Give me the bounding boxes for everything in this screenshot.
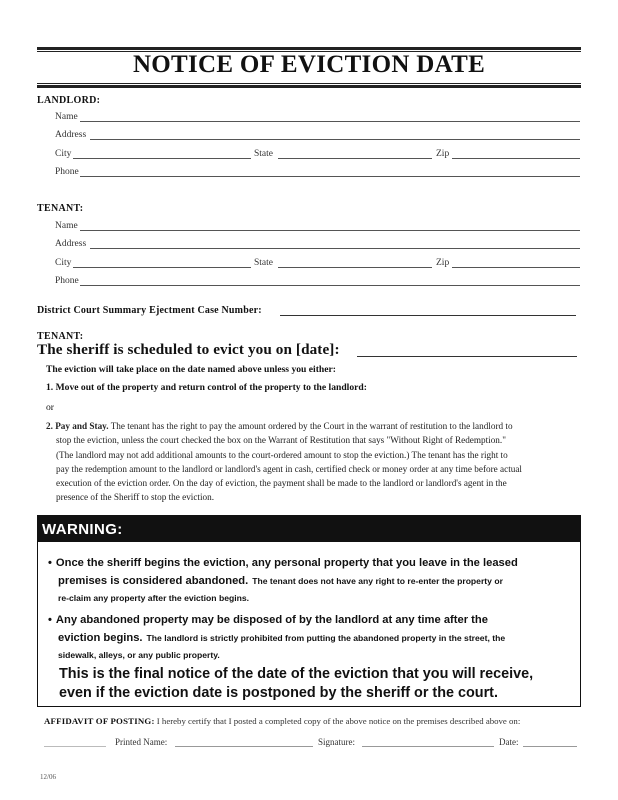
landlord-phone-field[interactable] <box>80 176 580 177</box>
tenant-notice-label: TENANT: <box>37 331 84 342</box>
pay-stay-line-4: pay the redemption amount to the landlord or landlord's agent in cash, certified check or money order at any time before actual <box>56 463 522 474</box>
landlord-state-label: State <box>254 149 273 159</box>
bullet-dot-icon: • <box>48 614 52 626</box>
signature-field[interactable] <box>362 746 494 747</box>
pay-stay-line-2: stop the eviction, unless the court checked the box on the Warrant of Restitution that says "Without Right of Redemption." <box>56 435 506 446</box>
landlord-label: LANDLORD: <box>37 95 101 106</box>
date-field[interactable] <box>523 746 577 747</box>
bullet1-bold-line2: premises is considered abandoned. <box>58 575 249 587</box>
printed-name-field[interactable] <box>175 746 313 747</box>
landlord-city-field[interactable] <box>73 158 251 159</box>
tenant-address-field[interactable] <box>90 248 580 249</box>
landlord-address-label: Address <box>55 130 87 140</box>
tenant-zip-label: Zip <box>436 258 450 268</box>
case-number-label: District Court Summary Ejectment Case Number: <box>37 305 262 316</box>
bullet2-bold-line2: eviction begins. <box>58 632 143 644</box>
pay-stay-line-6: presence of the Sheriff to stop the eviction. <box>56 492 215 503</box>
option-move-out: 1. Move out of the property and return control of the property to the landlord: <box>46 382 367 393</box>
eviction-date-headline: The sheriff is scheduled to evict you on [date]: <box>37 341 340 358</box>
tenant-city-label: City <box>55 258 72 268</box>
landlord-zip-field[interactable] <box>452 158 580 159</box>
bullet2-bold-line1: Any abandoned property may be disposed of by the landlord at any time after the <box>55 614 488 626</box>
bullet2-small-line3: sidewalk, alleys, or any public property. <box>58 650 220 660</box>
title-rule-bottom-thin <box>37 83 581 84</box>
or-text: or <box>46 402 54 413</box>
case-number-field[interactable] <box>280 315 576 316</box>
eviction-subhead: The eviction will take place on the date named above unless you either: <box>46 364 336 375</box>
bullet2-small-line2: The landlord is strictly prohibited from putting the abandoned property in the street, the <box>146 633 506 643</box>
bullet1-small-line3: re-claim any property after the eviction begins. <box>58 593 250 603</box>
signature-label: Signature: <box>318 737 355 747</box>
tenant-zip-field[interactable] <box>452 267 580 268</box>
final-notice <box>59 665 574 703</box>
form-code: 12/06 <box>40 773 56 781</box>
landlord-phone-label: Phone <box>55 167 79 177</box>
pay-stay-line-5: execution of the eviction order. On the day of eviction, the payment shall be made to the landlord or landlord's agent in the <box>56 478 507 489</box>
pay-stay-line-1: The tenant has the right to pay the amount ordered by the Court in the warrant of restitution to the landlord to <box>110 421 513 431</box>
pay-and-stay-paragraph <box>46 419 581 505</box>
eviction-date-field[interactable] <box>357 356 577 357</box>
bullet1-small-line2: The tenant does not have any right to re-enter the property or <box>252 576 503 586</box>
date-label: Date: <box>499 737 519 747</box>
affidavit-text: I hereby certify that I posted a completed copy of the above notice on the premises described above on: <box>156 716 521 726</box>
bullet-1 <box>48 553 578 606</box>
tenant-name-label: Name <box>55 221 78 231</box>
page-title: NOTICE OF EVICTION DATE <box>132 51 486 78</box>
pay-stay-line-3: (The landlord may not add additional amounts to the court-ordered amount to stop the eviction.) The tenant has the right to <box>56 449 508 460</box>
landlord-zip-label: Zip <box>436 149 450 159</box>
tenant-phone-field[interactable] <box>80 285 580 286</box>
final-notice-line1: This is the final notice of the date of the eviction that you will receive, <box>59 666 534 682</box>
landlord-address-field[interactable] <box>90 139 580 140</box>
tenant-phone-label: Phone <box>55 276 79 286</box>
title-rule-bottom-thick <box>37 85 581 88</box>
final-notice-line2: even if the eviction date is postponed by the sheriff or the court. <box>59 685 498 701</box>
tenant-address-label: Address <box>55 239 87 249</box>
tenant-state-label: State <box>254 258 273 268</box>
bullet1-bold-line1: Once the sheriff begins the eviction, any personal property that you leave in the leased <box>55 557 518 569</box>
tenant-state-field[interactable] <box>278 267 432 268</box>
affidavit-line <box>44 716 520 726</box>
tenant-label: TENANT: <box>37 203 84 214</box>
bullet-dot-icon: • <box>48 557 52 569</box>
title-rule-top-thick <box>37 47 581 50</box>
landlord-name-field[interactable] <box>80 121 580 122</box>
landlord-city-label: City <box>55 149 72 159</box>
bullet-2 <box>48 610 578 663</box>
pay-and-stay-title: 2. Pay and Stay. <box>46 421 109 431</box>
tenant-name-field[interactable] <box>80 230 580 231</box>
affidavit-posting-date-field[interactable] <box>44 746 106 747</box>
tenant-city-field[interactable] <box>73 267 251 268</box>
warning-header: WARNING: <box>42 521 123 538</box>
landlord-state-field[interactable] <box>278 158 432 159</box>
affidavit-label: AFFIDAVIT OF POSTING: <box>44 716 155 726</box>
printed-name-label: Printed Name: <box>115 737 168 747</box>
landlord-name-label: Name <box>55 112 78 122</box>
